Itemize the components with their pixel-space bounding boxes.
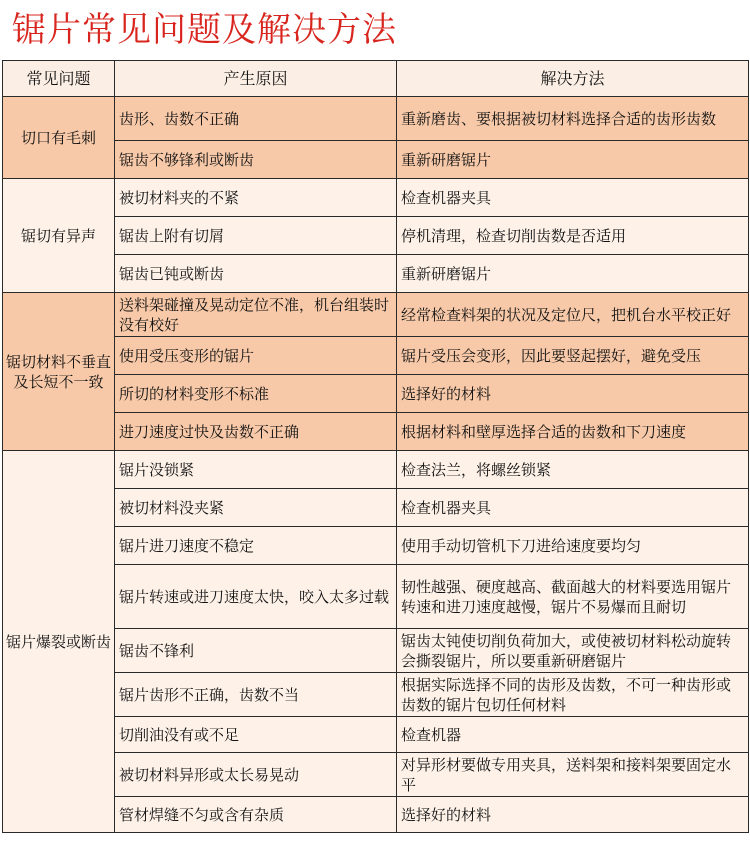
table-row: [3, 97, 749, 141]
troubleshooting-table: [2, 60, 749, 833]
solution-cell: 检查机器夹具: [397, 489, 749, 527]
cause-cell: 进刀速度过快及齿数不正确: [115, 413, 397, 451]
table-row: [3, 489, 749, 527]
header-row: [3, 61, 749, 97]
table-row: [3, 451, 749, 489]
table-row: [3, 337, 749, 375]
solution-cell: 锯片受压会变形，因此要竖起摆好，避免受压: [397, 337, 749, 375]
solution-cell: 使用手动切管机下刀进给速度要均匀: [397, 527, 749, 565]
cause-cell: 被切材料没夹紧: [115, 489, 397, 527]
table-row: [3, 141, 749, 179]
cause-cell: 切削油没有或不足: [115, 717, 397, 753]
solution-cell: 重新研磨锯片: [397, 141, 749, 179]
cause-cell: 使用受压变形的锯片: [115, 337, 397, 375]
cause-cell: 被切材料异形或太长易晃动: [115, 753, 397, 797]
solution-cell: 选择好的材料: [397, 375, 749, 413]
cause-cell: 齿形、齿数不正确: [115, 97, 397, 141]
cause-cell: 锯片转速或进刀速度太快，咬入太多过载: [115, 565, 397, 629]
solution-cell: 选择好的材料: [397, 797, 749, 833]
solution-cell: 停机清理，检查切削齿数是否适用: [397, 217, 749, 255]
solution-cell: 经常检查料架的状况及定位尺，把机台水平校正好: [397, 293, 749, 337]
table-row: [3, 179, 749, 217]
cause-cell: 所切的材料变形不标准: [115, 375, 397, 413]
table-row: [3, 673, 749, 717]
solution-cell: 检查机器夹具: [397, 179, 749, 217]
table-row: [3, 375, 749, 413]
cause-cell: 管材焊缝不匀或含有杂质: [115, 797, 397, 833]
header-cause: 产生原因: [115, 61, 397, 97]
table-row: [3, 565, 749, 629]
solution-cell: 锯齿太钝使切削负荷加大，或使被切材料松动旋转会撕裂锯片，所以要重新研磨锯片: [397, 629, 749, 673]
cause-cell: 锯片没锁紧: [115, 451, 397, 489]
header-solution: 解决方法: [397, 61, 749, 97]
cause-cell: 锯片齿形不正确，齿数不当: [115, 673, 397, 717]
solution-cell: 根据实际选择不同的齿形及齿数，不可一种齿形或齿数的锯片包切任何材料: [397, 673, 749, 717]
cause-cell: 锯齿不够锋利或断齿: [115, 141, 397, 179]
solution-cell: 根据材料和壁厚选择合适的齿数和下刀速度: [397, 413, 749, 451]
problem-cell: 锯片爆裂或断齿: [3, 451, 115, 833]
problem-cell: 锯切材料不垂直及长短不一致: [3, 293, 115, 451]
table-row: [3, 797, 749, 833]
table-row: [3, 255, 749, 293]
table-row: [3, 753, 749, 797]
page-title: 锯片常见问题及解决方法: [12, 10, 397, 50]
solution-cell: 重新研磨锯片: [397, 255, 749, 293]
solution-cell: 对异形材要做专用夹具，送料架和接料架要固定水平: [397, 753, 749, 797]
solution-cell: 韧性越强、硬度越高、截面越大的材料要选用锯片转速和进刀速度越慢，锯片不易爆而且耐切: [397, 565, 749, 629]
problem-cell: 锯切有异声: [3, 179, 115, 293]
solution-cell: 重新磨齿、要根据被切材料选择合适的齿形齿数: [397, 97, 749, 141]
cause-cell: 锯齿上附有切屑: [115, 217, 397, 255]
header-problem: 常见问题: [3, 61, 115, 97]
table-row: [3, 293, 749, 337]
solution-cell: 检查机器: [397, 717, 749, 753]
cause-cell: 锯齿已钝或断齿: [115, 255, 397, 293]
cause-cell: 锯片进刀速度不稳定: [115, 527, 397, 565]
cause-cell: 送料架碰撞及晃动定位不准，机台组装时没有校好: [115, 293, 397, 337]
cause-cell: 被切材料夹的不紧: [115, 179, 397, 217]
table-row: [3, 217, 749, 255]
table-row: [3, 629, 749, 673]
cause-cell: 锯齿不锋利: [115, 629, 397, 673]
table-row: [3, 717, 749, 753]
solution-cell: 检查法兰，将螺丝锁紧: [397, 451, 749, 489]
table-row: [3, 527, 749, 565]
table-row: [3, 413, 749, 451]
problem-cell: 切口有毛刺: [3, 97, 115, 179]
